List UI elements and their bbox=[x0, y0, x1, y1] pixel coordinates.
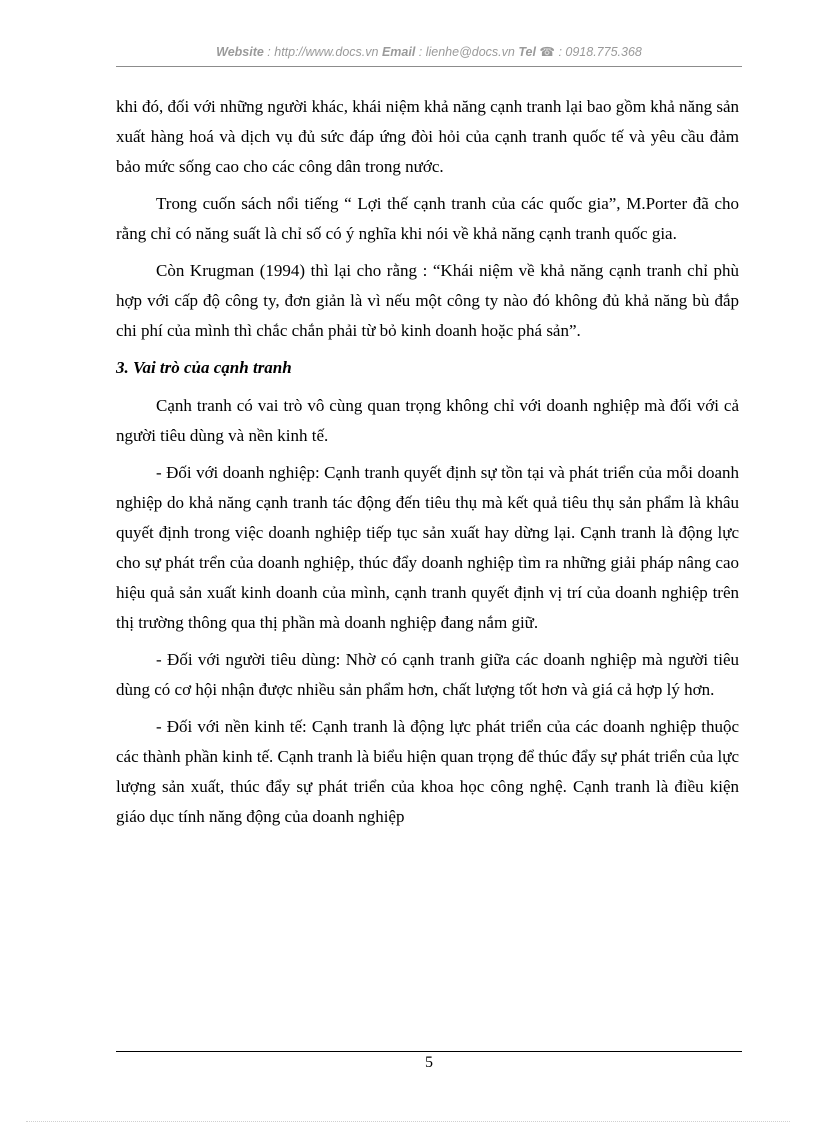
paragraph-7: - Đối với nền kinh tế: Cạnh tranh là động lực phát triển của các doanh nghiệp thuộc các thành phần kinh tế. Cạnh tranh là biểu hiện quan trọng để thúc đẩy sự phát triển của lực lượng sản xuất, thúc đẩy sự phát triển của khoa học công nghệ. Cạnh tranh là điều kiện giáo dục tính năng động của doanh nghiệp bbox=[116, 717, 739, 826]
footer-divider bbox=[116, 1051, 742, 1052]
tel-label: Tel bbox=[518, 45, 536, 59]
paragraph-2: Trong cuốn sách nổi tiếng “ Lợi thế cạnh tranh của các quốc gia”, M.Porter đã cho rằng chỉ có năng suất là chỉ số có ý nghĩa khi nói về khả năng cạnh tranh quốc gia. bbox=[116, 194, 739, 243]
page-number: 5 bbox=[425, 1054, 433, 1071]
paragraph-1: khi đó, đối với những người khác, khái niệm khả năng cạnh tranh lại bao gồm khả năng sản xuất hàng hoá và dịch vụ đủ sức đáp ứng đòi hỏi của cạnh tranh quốc tế và yêu cầu đảm bảo mức sống cao cho các công dân trong nước. bbox=[116, 97, 739, 176]
phone-number: ☎ : 0918.775.368 bbox=[535, 45, 642, 59]
header-divider bbox=[116, 66, 742, 67]
document-body bbox=[116, 92, 739, 839]
page-edge-divider bbox=[26, 1121, 790, 1122]
email-label: Email bbox=[381, 45, 416, 59]
section-heading: 3. Vai trò của cạnh tranh bbox=[116, 358, 292, 377]
paragraph-4: Cạnh tranh có vai trò vô cùng quan trọng không chỉ với doanh nghiệp mà đối với cả người tiêu dùng và nền kinh tế. bbox=[116, 396, 739, 445]
page-header bbox=[116, 44, 742, 59]
paragraph-5: - Đối với doanh nghiệp: Cạnh tranh quyết định sự tồn tại và phát triển của mỗi doanh nghiệp do khả năng cạnh tranh tác động đến tiêu thụ mà kết quả tiêu thụ sản phẩm là khâu quyết định trong việc doanh nghiệp tiếp tục sản xuất hay dừng lại. Cạnh tranh là động lực cho sự phát trển của doanh nghiệp, thúc đẩy doanh nghiệp tìm ra những giải pháp nâng cao hiệu quả sản xuất kinh doanh của mình, cạnh tranh quyết định vị trí của doanh nghiệp trên thị trường thông qua thị phần mà doanh nghiệp đang nắm giữ. bbox=[116, 463, 739, 632]
paragraph-3: Còn Krugman (1994) thì lại cho rằng : “Khái niệm về khả năng cạnh tranh chỉ phù hợp với cấp độ công ty, đơn giản là vì nếu một công ty nào đó không đủ khả năng bù đắp chi phí của mình thì chắc chắn phải từ bỏ kinh doanh hoặc phá sản”. bbox=[116, 261, 739, 340]
website-url[interactable]: : http://www.docs.vn bbox=[263, 45, 382, 59]
paragraph-6: - Đối với người tiêu dùng: Nhờ có cạnh tranh giữa các doanh nghiệp mà người tiêu dùng có cơ hội nhận được nhiều sản phẩm hơn, chất lượng tốt hơn và giá cả hợp lý hơn. bbox=[116, 650, 739, 699]
website-label: Website bbox=[216, 45, 264, 59]
email-address[interactable]: : lienhe@docs.vn bbox=[415, 45, 519, 59]
